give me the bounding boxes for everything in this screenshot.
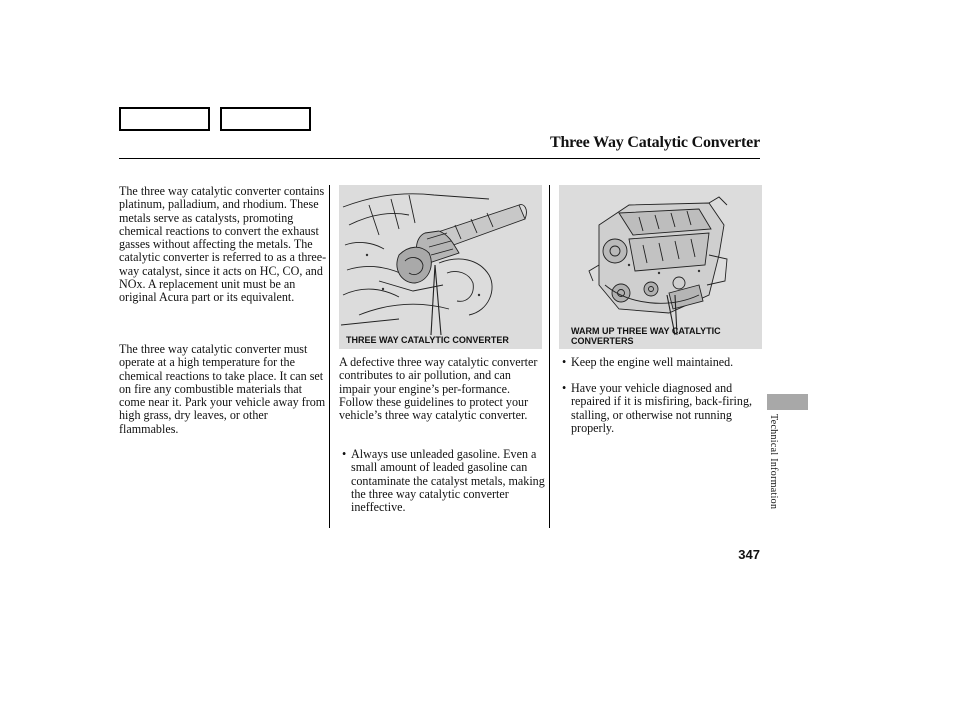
nav-button-previous[interactable] — [119, 107, 210, 131]
intro-paragraph: The three way catalytic converter contains platinum, palladium, and rhodium. These metals serve as catalysts, promoting chemical reactions to convert the exhaust gasses without affecting the metals. The catalytic converter is referred to as a three-way catalyst, since it acts on HC, CO, and NOx. A replacement unit must be an original Acura part or its equivalent. — [119, 184, 327, 304]
section-tab[interactable] — [767, 394, 808, 410]
engine-figure-caption: WARM UP THREE WAY CATALYTIC CONVERTERS — [571, 326, 721, 346]
section-label: Technical Information — [768, 414, 779, 510]
heat-warning-paragraph: The three way catalytic converter must operate at a high temperature for the chemical reactions to take place. It can set on fire any combustible materials that come near it. Park your vehicle away from high grass, dry leaves, or other flammables. — [119, 342, 326, 436]
engine-illustration — [559, 185, 762, 349]
catalytic-converter-illustration — [339, 185, 542, 349]
guideline-unleaded-gasoline: • Always use unleaded gasoline. Even a small amount of leaded gasoline can contaminate the catalyst metals, making the three way catalytic converter ineffective. — [341, 448, 547, 514]
guideline-engine-maintenance: • Keep the engine well maintained. — [561, 356, 761, 369]
column-divider — [549, 185, 550, 528]
nav-button-next[interactable] — [220, 107, 311, 131]
defect-warning-paragraph: A defective three way catalytic converter contributes to air pollution, and can impair your engine’s per-formance. Follow these guidelines to protect your vehicle’s three way catalytic converter. — [339, 355, 538, 422]
catalytic-converter-figure — [339, 185, 542, 349]
guideline-diagnose-misfiring: • Have your vehicle diagnosed and repaired if it is misfiring, back-firing, stalling, or otherwise not running properly. — [561, 382, 761, 435]
engine-figure — [559, 185, 762, 349]
page-number: 347 — [738, 547, 760, 562]
column-divider — [329, 185, 330, 528]
title-rule — [119, 158, 760, 159]
converter-figure-caption: THREE WAY CATALYTIC CONVERTER — [346, 335, 509, 345]
page-title: Three Way Catalytic Converter — [549, 134, 760, 151]
